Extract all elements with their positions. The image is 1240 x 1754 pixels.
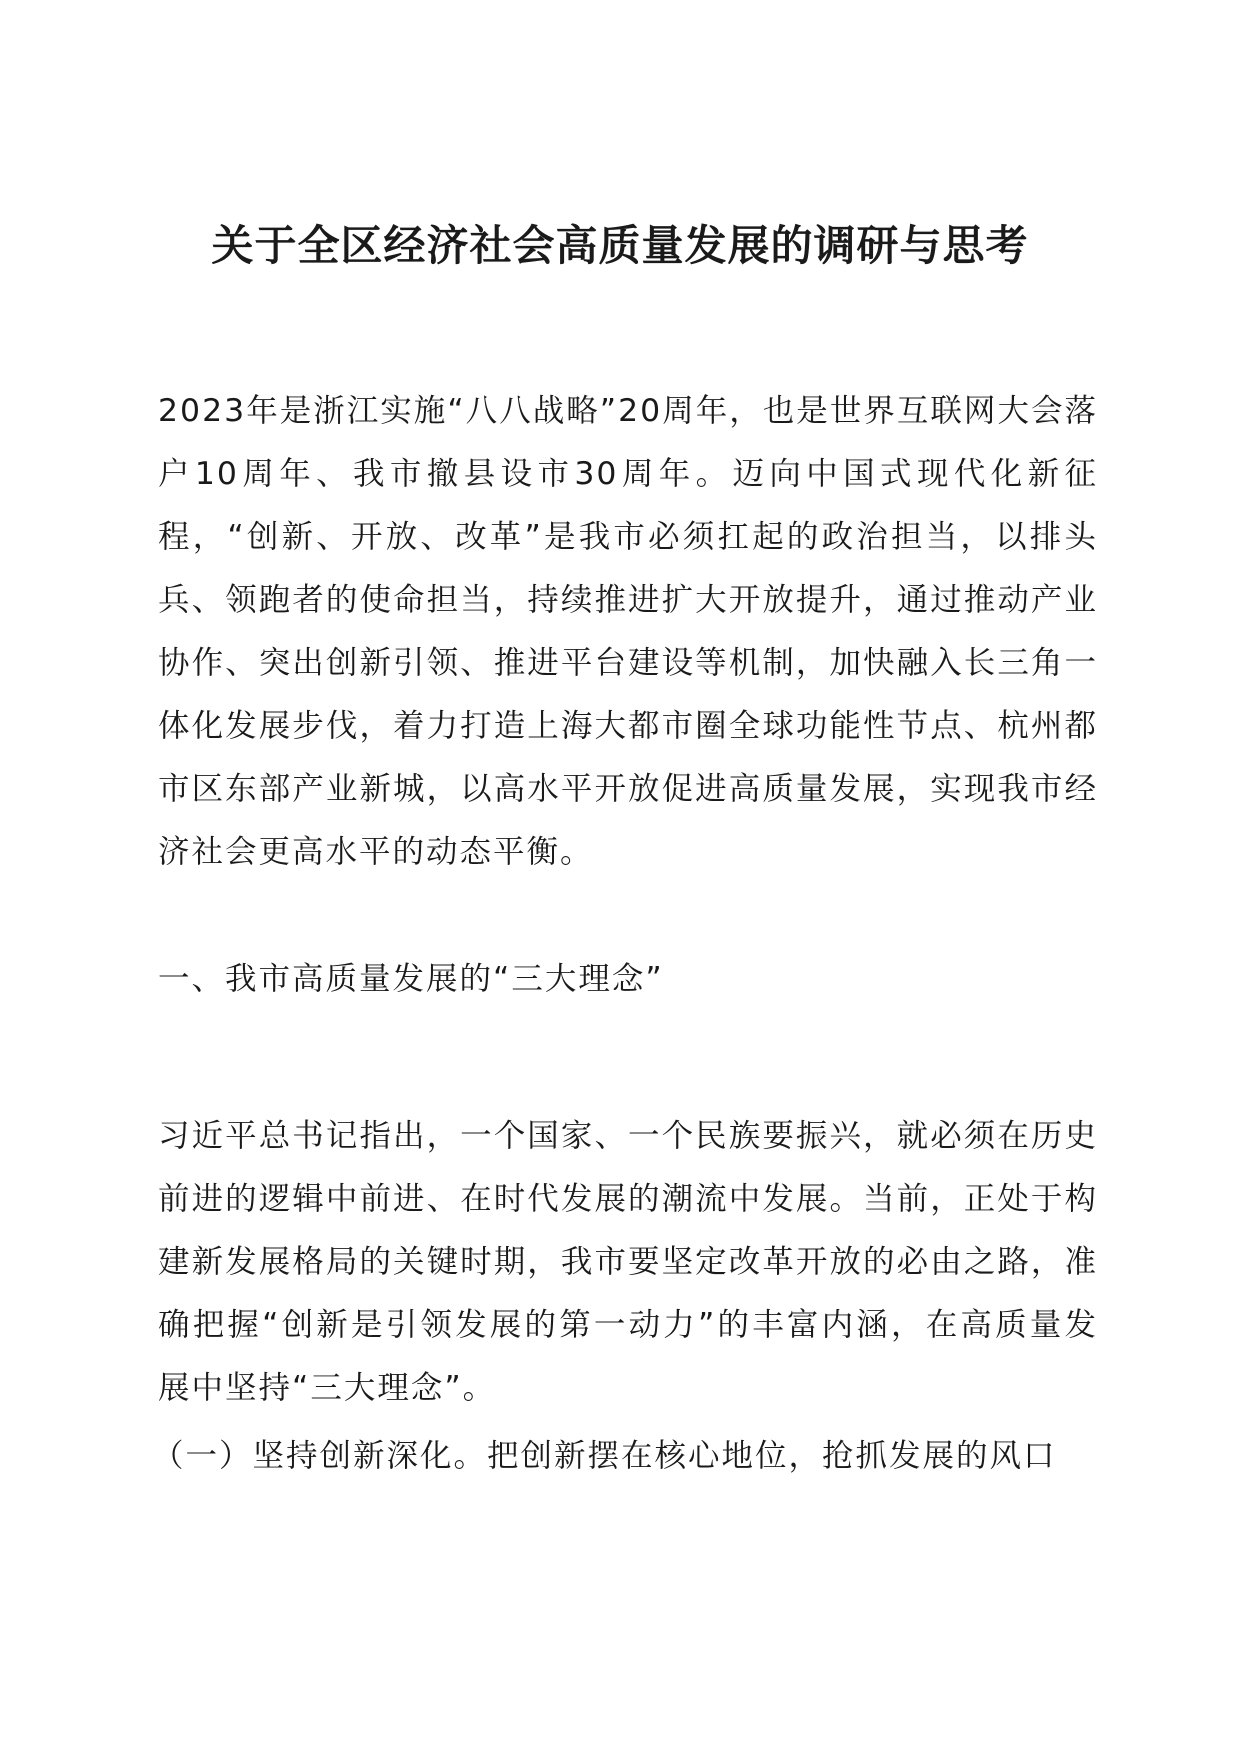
subsection-paragraph: （一）坚持创新深化。把创新摆在核心地位，抢抓发展的风口 <box>152 1438 1057 1474</box>
document-title: 关于全区经济社会高质量发展的调研与思考 <box>211 221 1029 270</box>
intro-paragraph: 2023年是浙江实施“八八战略”20周年，也是世界互联网大会落户10周年、我市撤县设市30周年。迈向中国式现代化新征程，“创新、开放、改革”是我市必须扛起的政治担当，以排头兵、领跑者的使命担当，持续推进扩大开放提升，通过推动产业协作、突出创新引领、推进平台建设等机制，加快融入长三角一体化发展步伐，着力打造上海大都市圈全球功能性节点、杭州都市区东部产业新城，以高水平开放促进高质量发展，实现我市经济社会更高水平的动态平衡。 <box>158 393 1098 870</box>
section-paragraph: 习近平总书记指出，一个国家、一个民族要振兴，就必须在历史前进的逻辑中前进、在时代发展的潮流中发展。当前，正处于构建新发展格局的关键时期，我市要坚定改革开放的必由之路，准确把握“创新是引领发展的第一动力”的丰富内涵，在高质量发展中坚持“三大理念”。 <box>158 1118 1098 1406</box>
section-heading: 一、我市高质量发展的“三大理念” <box>158 961 664 997</box>
